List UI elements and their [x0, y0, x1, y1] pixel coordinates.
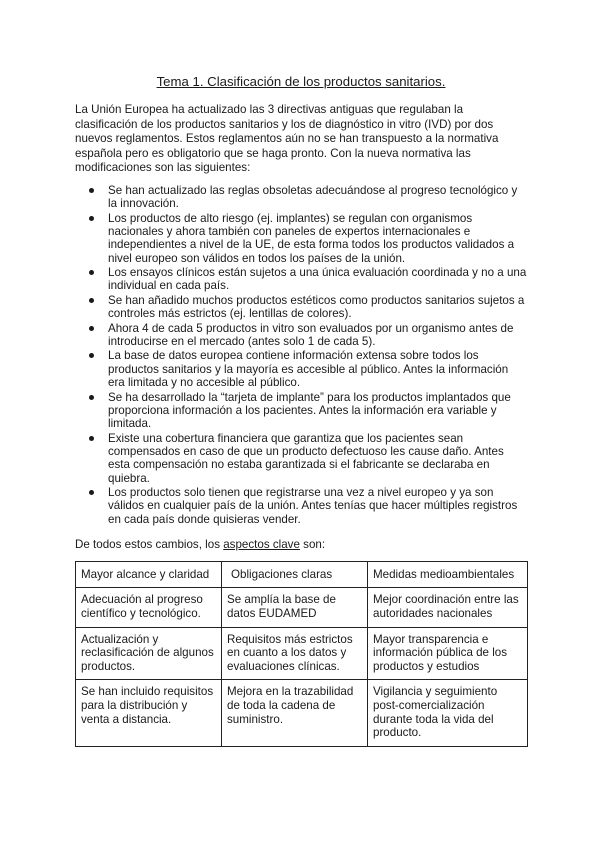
table-cell: Mejor coordinación entre las autoridades nacionales [368, 588, 528, 627]
list-item-text: Se han actualizado las reglas obsoletas adecuándose al progreso tecnológico y la innovación. [108, 183, 518, 211]
intro-paragraph: La Unión Europea ha actualizado las 3 directivas antiguas que regulaban la clasificación de los productos sanitarios y los de diagnóstico in vitro (IVD) por dos nuevos reglamentos. Estos reglamentos aún no se han transpuesto a la normativa española pero es obligatorio que se haga pronto. Con la nueva normativa las modificaciones son las siguientes: [75, 103, 499, 175]
table-row [76, 680, 528, 746]
list-item [75, 349, 527, 389]
list-item [75, 184, 527, 211]
list-item [75, 212, 527, 265]
bullet-icon [89, 188, 94, 193]
summary-sentence [75, 538, 527, 552]
bullet-icon [89, 298, 94, 303]
bullet-icon [89, 490, 94, 495]
list-item-text: La base de datos europea contiene información extensa sobre todos los productos sanitarios y la mayoría es accesible al público. Antes la información era limitada y no accesible al público. [108, 349, 509, 390]
bullet-icon [89, 436, 94, 441]
list-item [75, 432, 527, 485]
list-item [75, 391, 527, 431]
summary-underlined: aspectos clave [223, 537, 300, 551]
column-header: Mayor alcance y claridad [76, 561, 222, 588]
bullet-icon [89, 395, 94, 400]
list-item-text: Se han añadido muchos productos estéticos como productos sanitarios sujetos a controles más estrictos (ej. lentillas de colores). [108, 293, 525, 321]
summary-prefix: De todos estos cambios, los [75, 537, 224, 551]
changes-list [75, 184, 527, 526]
summary-suffix: son: [299, 537, 326, 551]
table-cell: Adecuación al progreso científico y tecnológico. [76, 588, 222, 627]
table-row [76, 627, 528, 680]
table-header-row [76, 561, 528, 588]
list-item-text: Ahora 4 de cada 5 productos in vitro son evaluados por un organismo antes de introducirse en el mercado (antes solo 1 de cada 5). [108, 321, 514, 348]
list-item [75, 486, 527, 526]
bullet-icon [89, 326, 94, 331]
list-item-text: Se ha desarrollado la “tarjeta de implante” para los productos implantados que proporciona información a los pacientes. Antes la información era variable y limitada. [108, 390, 511, 431]
bullet-icon [89, 216, 94, 221]
table-cell: Mayor transparencia e información pública de los productos y estudios [368, 627, 528, 680]
list-item-text: Los ensayos clínicos están sujetos a una única evaluación coordinada y no a una individual en cada país. [108, 266, 527, 293]
table-row [76, 588, 528, 627]
list-item-text: Los productos de alto riesgo (ej. implantes) se regulan con organismos nacionales y ahora también con paneles de expertos internacionales e independientes a nivel de la UE, de esta forma todos los productos validados a nivel europeo son válidos en todos los países de la unión. [108, 211, 515, 265]
table-cell: Se han incluido requisitos para la distribución y venta a distancia. [76, 680, 222, 746]
column-header: Obligaciones claras [222, 561, 368, 588]
table-cell: Vigilancia y seguimiento post-comercialización durante toda la vida del producto. [368, 680, 528, 746]
key-aspects-table [75, 561, 528, 747]
table-cell: Requisitos más estrictos en cuanto a los datos y evaluaciones clínicas. [222, 627, 368, 680]
list-item [75, 322, 527, 349]
bullet-icon [89, 353, 94, 358]
list-item-text: Existe una cobertura financiera que garantiza que los pacientes sean compensados en caso de que un producto defectuoso les cause daño. Antes esta compensación no estaba garantizada si el fabricante se declaraba en quiebra. [108, 431, 504, 485]
bullet-icon [89, 270, 94, 275]
list-item [75, 294, 527, 321]
column-header: Medidas medioambientales [368, 561, 528, 588]
table-cell: Se amplía la base de datos EUDAMED [222, 588, 368, 627]
page-title: Tema 1. Clasificación de los productos sanitarios. [156, 74, 446, 89]
list-item [75, 266, 527, 293]
table-cell: Mejora en la trazabilidad de toda la cadena de suministro. [222, 680, 368, 746]
document-page [75, 74, 527, 747]
table-cell: Actualización y reclasificación de algunos productos. [76, 627, 222, 680]
list-item-text: Los productos solo tienen que registrarse una vez a nivel europeo y ya son válidos en cualquier país de la unión. Antes tenías que hacer múltiples registros en cada país donde quisieras vender. [108, 486, 518, 526]
